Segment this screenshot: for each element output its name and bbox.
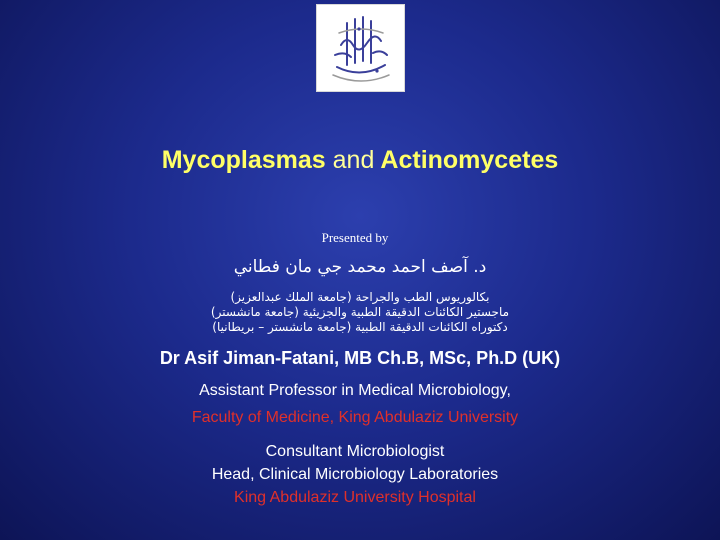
arabic-degree-3: دكتوراه الكائنات الدقيقة الطبية (جامعة مانشستر – بريطانيا) (212, 320, 508, 334)
presenter-name: Dr Asif Jiman-Fatani, MB Ch.B, MSc, Ph.D (UK) (159, 348, 561, 368)
faculty-line: Faculty of Medicine, King Abdulaziz University (191, 409, 519, 426)
arabic-degree-2: ماجستير الكائنات الدقيقة الطبية والجزيئية (جامعة مانشستر) (210, 305, 510, 319)
title-part-2: and (332, 146, 375, 174)
position-line: Assistant Professor in Medical Microbiology, (199, 382, 511, 399)
arabic-name: د. آصف احمد محمد جي مان فطاني (233, 257, 487, 277)
slide-title (0, 146, 720, 175)
head-line: Head, Clinical Microbiology Laboratories (211, 466, 499, 483)
title-part-1: Mycoplasmas (161, 146, 326, 174)
hospital-line: King Abdulaziz University Hospital (234, 489, 476, 506)
calligraphy-icon (317, 5, 404, 91)
title-part-3: Actinomycetes (380, 146, 559, 174)
arabic-degree-1: بكالوريوس الطب والجراحة (جامعة الملك عبدالعزيز) (230, 290, 490, 304)
basmala-logo (316, 4, 405, 92)
consultant-line: Consultant Microbiologist (265, 443, 445, 460)
presented-by: Presented by (321, 230, 389, 245)
